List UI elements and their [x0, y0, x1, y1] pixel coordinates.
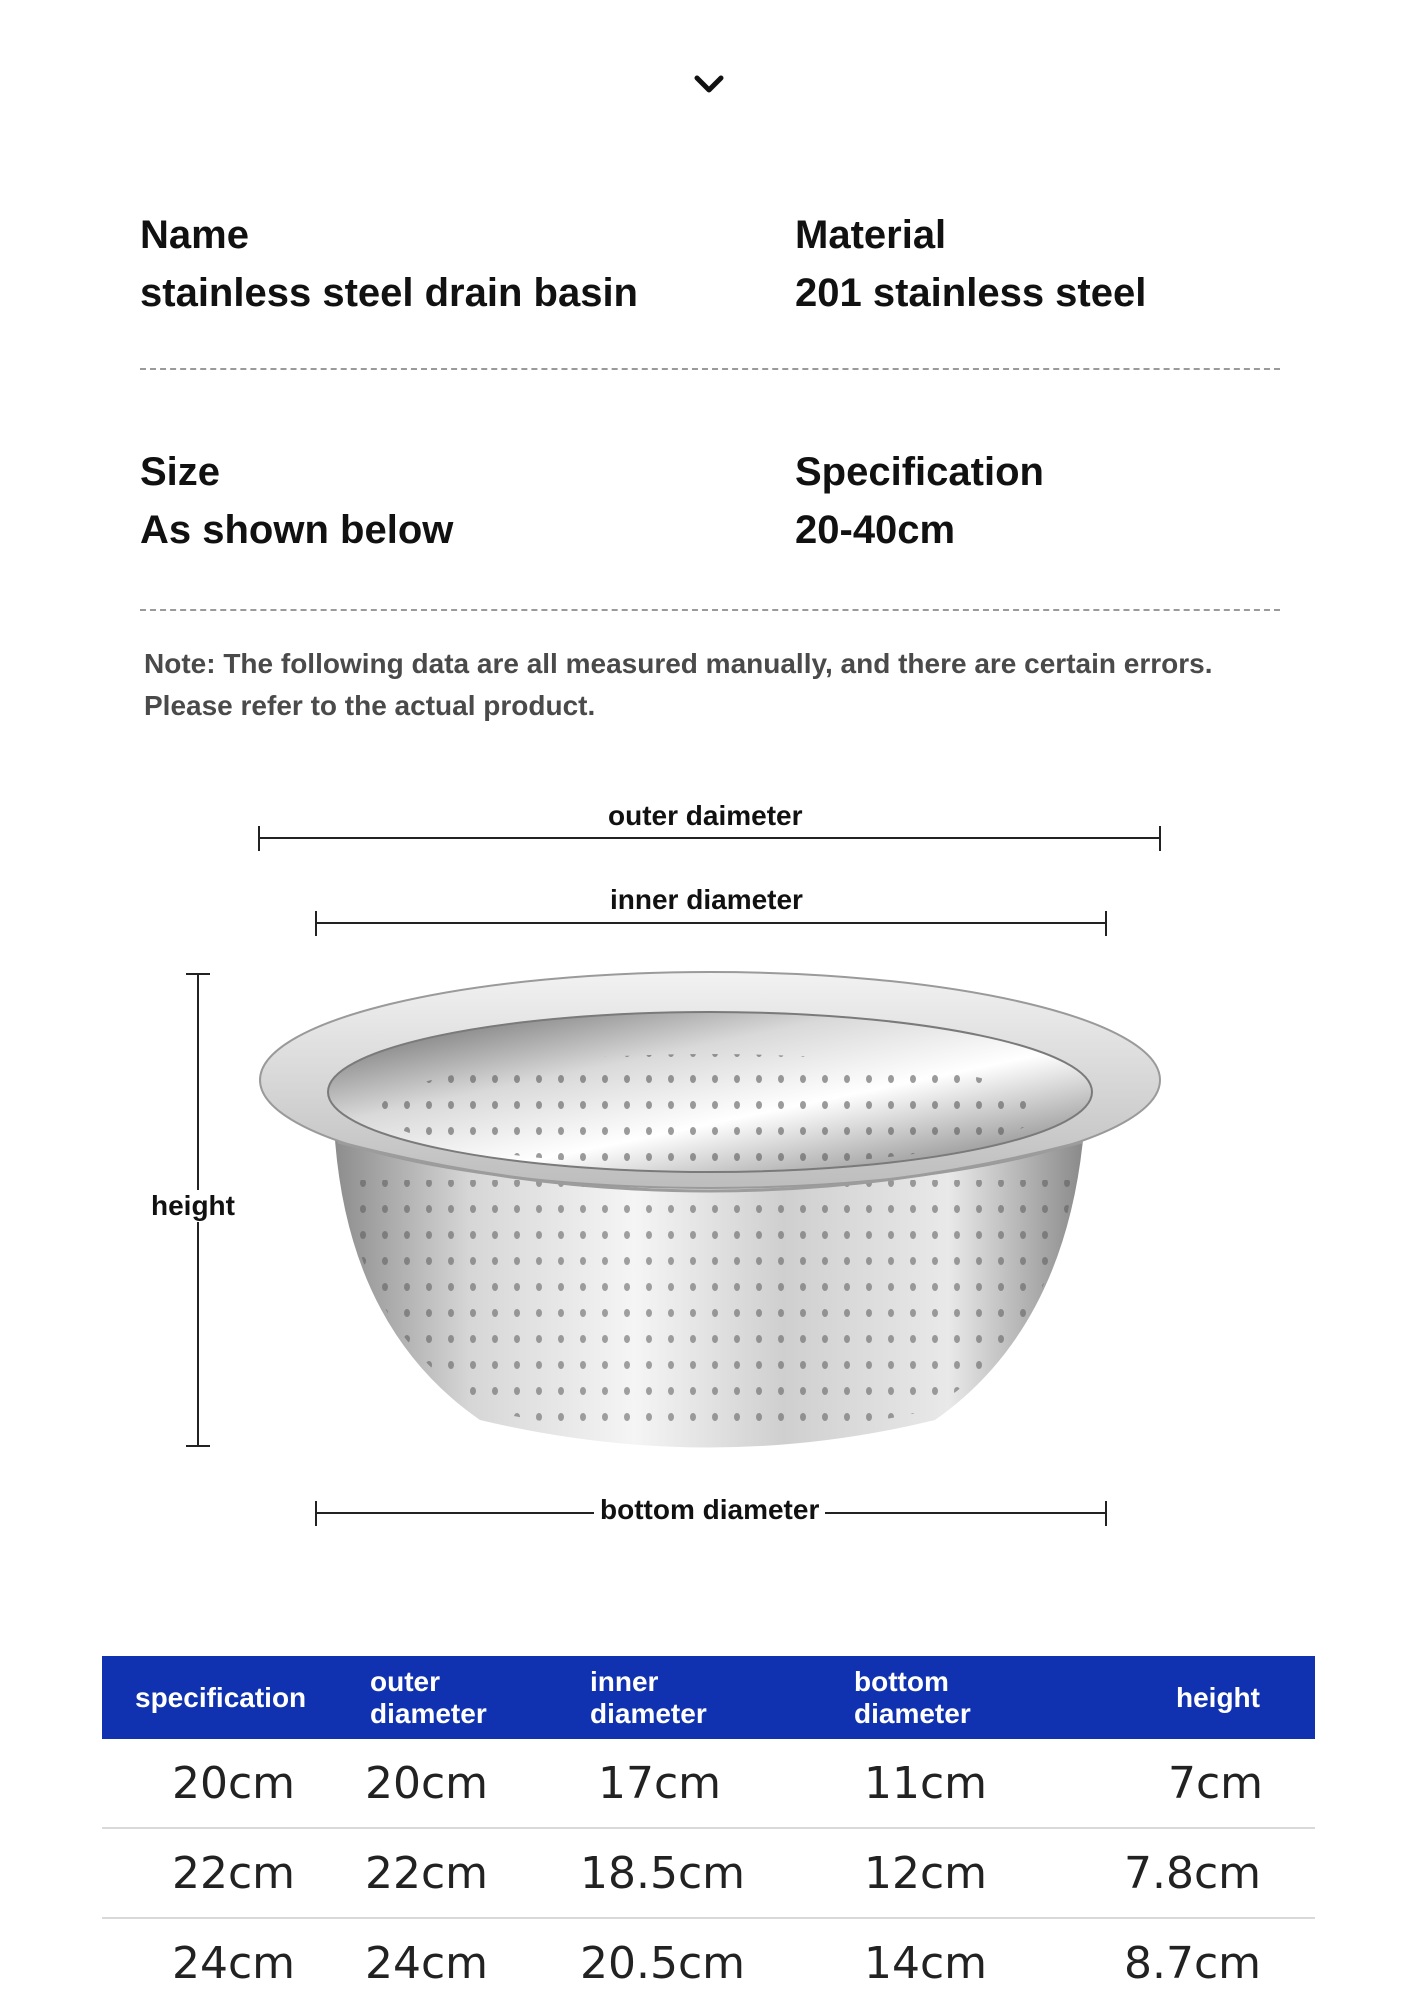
cell-specification: 20cm: [172, 1757, 296, 1809]
header-inner-line-2: diameter: [590, 1697, 707, 1729]
spec-size-title: Size: [140, 450, 221, 494]
header-bottom-diameter: [830, 1666, 1120, 1730]
spec-material-value: 201 stainless steel: [795, 271, 1147, 315]
cell-inner-diameter: 18.5cm: [580, 1847, 746, 1899]
note-line-1: Note: The following data are all measured manually, and there are certain errors.: [144, 648, 1213, 679]
spec-material-title: Material: [795, 213, 947, 257]
spec-name-value: stainless steel drain basin: [140, 271, 638, 315]
header-bottom-line-2: diameter: [854, 1697, 971, 1729]
spec-name-title: Name: [140, 213, 249, 257]
header-bottom-line-1: bottom: [854, 1665, 949, 1697]
header-specification: specification: [135, 1681, 307, 1713]
cell-inner-diameter: 20.5cm: [580, 1937, 746, 1989]
header-outer-line-1: outer: [370, 1665, 440, 1697]
cell-bottom-diameter: 14cm: [864, 1937, 988, 1989]
header-inner-line-1: inner: [590, 1665, 659, 1697]
table-row: [102, 1739, 1315, 1829]
header-outer-diameter: [350, 1666, 560, 1730]
cell-inner-diameter: 17cm: [598, 1757, 722, 1809]
cell-bottom-diameter: 11cm: [864, 1757, 988, 1809]
cell-height: 7.8cm: [1124, 1847, 1262, 1899]
size-table: [102, 1656, 1315, 2007]
bottom-diameter-label: bottom diameter: [594, 1494, 825, 1526]
note-line-2: Please refer to the actual product.: [144, 690, 596, 721]
table-header: [102, 1656, 1315, 1739]
cell-specification: 24cm: [172, 1937, 296, 1989]
cell-outer-diameter: 24cm: [365, 1937, 489, 1989]
cell-specification: 22cm: [172, 1847, 296, 1899]
cell-outer-diameter: 20cm: [365, 1757, 489, 1809]
cell-outer-diameter: 22cm: [365, 1847, 489, 1899]
cell-bottom-diameter: 12cm: [864, 1847, 988, 1899]
drain-basin-image: [260, 972, 1160, 1448]
table-row: [102, 1919, 1315, 2007]
header-height: height: [1176, 1681, 1260, 1713]
cell-height: 8.7cm: [1124, 1937, 1262, 1989]
inner-diameter-label: inner diameter: [604, 884, 809, 916]
table-row: [102, 1829, 1315, 1919]
header-outer-line-2: diameter: [370, 1697, 487, 1729]
outer-diameter-label: outer daimeter: [602, 800, 809, 832]
cell-height: 7cm: [1168, 1757, 1264, 1809]
height-label: height: [145, 1190, 241, 1222]
spec-specification-value: 20-40cm: [795, 508, 956, 552]
spec-specification-title: Specification: [795, 450, 1044, 494]
header-inner-diameter: [560, 1666, 830, 1730]
spec-size-value: As shown below: [140, 508, 454, 552]
